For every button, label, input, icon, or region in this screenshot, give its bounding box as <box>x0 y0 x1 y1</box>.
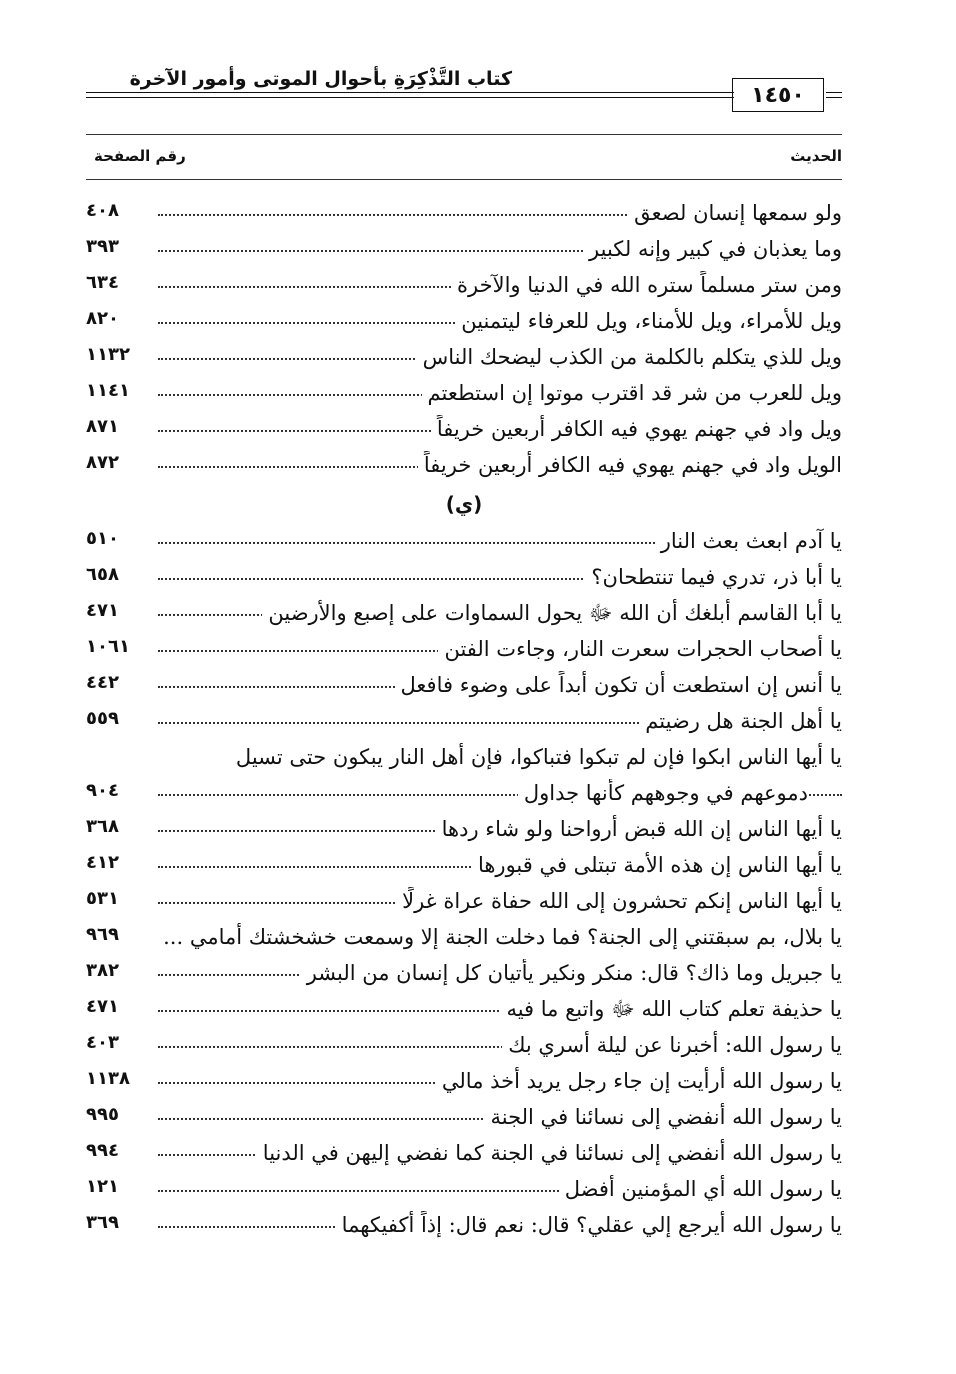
index-entry <box>86 956 842 992</box>
entry-text: ومن ستر مسلماً ستره الله في الدنيا والآخرة <box>451 271 842 299</box>
index-entry-line <box>86 740 842 776</box>
page-number: ١٤٥٠ <box>732 78 824 112</box>
entry-page: ٩٩٥ <box>86 1104 119 1125</box>
entry-page: ٤٧١ <box>86 600 119 621</box>
entry-page: ٨٧١ <box>86 416 119 437</box>
entry-text: يا أيها الناس إنكم تحشرون إلى الله حفاة عراة غرلًا <box>396 887 842 915</box>
header-rule <box>826 92 842 93</box>
index-entry <box>86 560 842 596</box>
entry-text: يا أبا القاسم أبلغك أن الله ﷻ يحول السماوات على إصبع والأرضين <box>262 599 842 627</box>
index-entry <box>86 992 842 1028</box>
index-entry <box>86 524 842 560</box>
index-entry <box>86 704 842 740</box>
index-entry <box>86 596 842 632</box>
entry-page: ٤٧١ <box>86 996 119 1017</box>
entry-text: ويل للأمراء، ويل للأمناء، ويل للعرفاء ليتمنين <box>455 307 842 335</box>
entry-text: الويل واد في جهنم يهوي فيه الكافر أربعين خريفاً <box>418 451 842 479</box>
entry-page: ٥١٠ <box>86 528 119 549</box>
entry-text: يا أيها الناس إن الله قبض أرواحنا ولو شاء ردها <box>436 815 842 843</box>
entry-page: ٨٢٠ <box>86 308 119 329</box>
entry-page: ١١٣٨ <box>86 1068 130 1089</box>
entry-text: يا أيها الناس إن هذه الأمة تبتلى في قبورها <box>472 851 842 879</box>
column-hadith: الحديث <box>790 147 842 165</box>
index-entry <box>86 884 842 920</box>
column-page: رقم الصفحة <box>94 147 186 165</box>
entry-text: يا حذيفة تعلم كتاب الله ﷻ واتبع ما فيه <box>500 995 842 1023</box>
index-entry <box>86 1172 842 1208</box>
entry-page: ١٢١ <box>86 1176 119 1197</box>
entry-text: يا أيها الناس ابكوا فإن لم تبكوا فتباكوا، فإن أهل النار يبكون حتى تسيل <box>230 743 842 771</box>
running-title: كتاب التَّذْكِرَةِ بأحوال الموتى وأمور الآخرة <box>129 68 512 90</box>
entry-page: ٣٩٣ <box>86 236 119 257</box>
entry-page: ٩٠٤ <box>86 780 119 801</box>
index-entry <box>86 848 842 884</box>
entry-page: ٦٣٤ <box>86 272 119 293</box>
index-entry <box>86 920 842 956</box>
entry-text: يا رسول الله أرأيت إن جاء رجل يريد أخذ مالي <box>436 1067 842 1095</box>
index-entry <box>86 196 842 232</box>
entry-text: دموعهم في وجوههم كأنها جداول <box>518 779 808 807</box>
entry-text: يا أنس إن استطعت أن تكون أبداً على وضوء فافعل <box>395 671 842 699</box>
entry-text: يا بلال، بم سبقتني إلى الجنة؟ فما دخلت الجنة إلا وسمعت خشخشتك أمامي ... <box>157 923 842 951</box>
index-entry <box>86 668 842 704</box>
index-entry <box>86 1100 842 1136</box>
entry-text: ويل للعرب من شر قد اقترب موتوا إن استطعتم <box>422 379 843 407</box>
index-entry <box>86 776 842 812</box>
entry-text: يا رسول الله أنفضي إلى نسائنا في الجنة <box>485 1103 843 1131</box>
index-entry <box>86 376 842 412</box>
entry-text: يا جبريل وما ذاك؟ قال: منكر ونكير يأتيان كل إنسان من البشر <box>301 959 842 987</box>
index-entry <box>86 812 842 848</box>
entry-page: ٣٦٩ <box>86 1212 119 1233</box>
index-entries <box>86 196 842 1244</box>
index-entry <box>86 632 842 668</box>
entry-text: ويل للذي يتكلم بالكلمة من الكذب ليضحك الناس <box>417 343 842 371</box>
entry-page: ١١٣٢ <box>86 344 130 365</box>
index-entry <box>86 448 842 484</box>
header-rule <box>86 97 734 98</box>
index-entry <box>86 1136 842 1172</box>
column-header <box>86 134 842 180</box>
entry-text: يا أصحاب الحجرات سعرت النار، وجاءت الفتن <box>438 635 842 663</box>
entry-page: ٩٩٤ <box>86 1140 119 1161</box>
header-rule <box>826 97 842 98</box>
index-entry <box>86 1064 842 1100</box>
entry-text: يا رسول الله أي المؤمنين أفضل <box>559 1175 842 1203</box>
section-heading: (ي) <box>445 492 483 516</box>
index-entry <box>86 1208 842 1244</box>
entry-text: ويل واد في جهنم يهوي فيه الكافر أربعين خريفاً <box>431 415 842 443</box>
index-entry <box>86 1028 842 1064</box>
header-rule <box>86 92 734 93</box>
entry-page: ٩٦٩ <box>86 924 119 945</box>
entry-page: ٦٥٨ <box>86 564 119 585</box>
index-entry <box>86 232 842 268</box>
entry-page: ٣٨٢ <box>86 960 119 981</box>
entry-text: ولو سمعها إنسان لصعق <box>628 199 842 227</box>
entry-text: يا أبا ذر، تدري فيما تنتطحان؟ <box>585 563 842 591</box>
entry-page: ٤٤٢ <box>86 672 119 693</box>
entry-page: ٨٧٢ <box>86 452 119 473</box>
entry-page: ١١٤١ <box>86 380 130 401</box>
entry-page: ٤٠٨ <box>86 200 119 221</box>
entry-page: ٥٥٩ <box>86 708 119 729</box>
entry-page: ١٠٦١ <box>86 636 130 657</box>
index-entry <box>86 340 842 376</box>
index-entry <box>86 304 842 340</box>
entry-page: ٥٣١ <box>86 888 119 909</box>
entry-text: يا آدم ابعث بعث النار <box>655 527 842 555</box>
page-header <box>86 64 842 114</box>
entry-text: وما يعذبان في كبير وإنه لكبير <box>583 235 842 263</box>
entry-page: ٣٦٨ <box>86 816 119 837</box>
entry-text: يا أهل الجنة هل رضيتم <box>639 707 842 735</box>
index-entry <box>86 268 842 304</box>
entry-text: يا رسول الله أنفضي إلى نسائنا في الجنة كما نفضي إليهن في الدنيا <box>257 1139 842 1167</box>
entry-text: يا رسول الله أيرجع إلي عقلي؟ قال: نعم قال: إذاً أكفيكهما <box>336 1211 842 1239</box>
entry-page: ٤١٢ <box>86 852 119 873</box>
index-entry <box>86 412 842 448</box>
entry-text: يا رسول الله: أخبرنا عن ليلة أسري بك <box>502 1031 842 1059</box>
entry-page: ٤٠٣ <box>86 1032 119 1053</box>
